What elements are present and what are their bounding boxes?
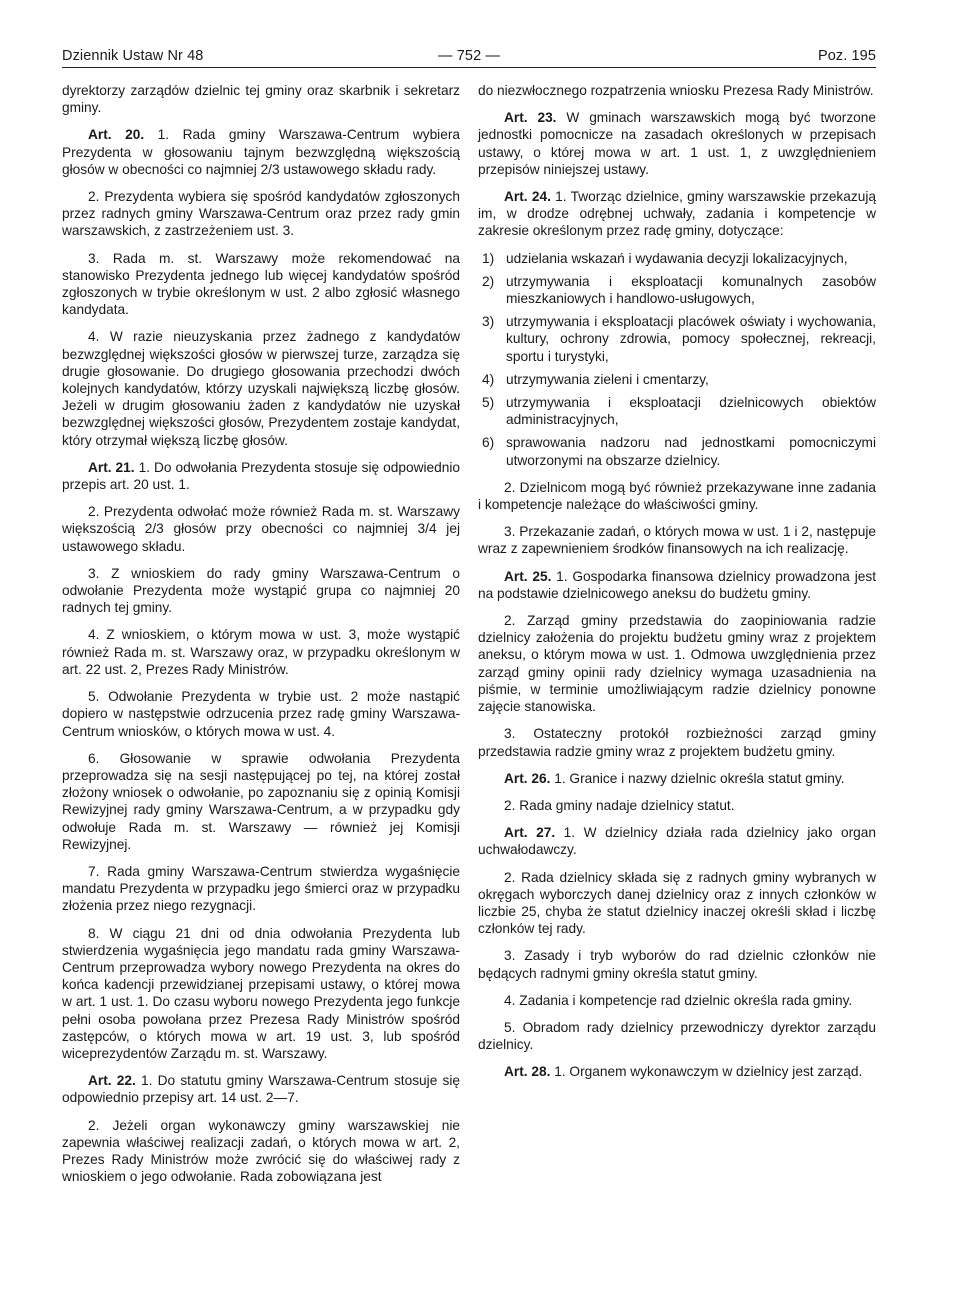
article-paragraph [478,568,876,602]
paragraph-text: 2. Prezydenta wybiera się spośród kandydatów zgłoszonych przez radnych gminy Warszawa-Centrum oraz przez rady gmin warszawskich, z zastrzeżeniem ust. 3. [62,189,460,239]
paragraph-text: 1. Organem wykonawczym w dzielnicy jest zarząd. [550,1064,863,1080]
paragraph-text: 2. Rada gminy nadaje dzielnicy statut. [504,797,735,813]
paragraph-text: W gminach warszawskich mogą być tworzone jednostki pomocnicze na zasadach określonych w przepisach ustawy, o której mowa w art. 1 ust. 1, z uwzględnieniem przepisów niniejszej ustawy. [478,110,876,177]
paragraph [62,503,460,555]
paragraph-text: 2. Prezydenta odwołać może również Rada m. st. Warszawy większością 2/3 głosów przy obecności co najmniej 3/4 jej ustawowego składu. [62,504,460,554]
paragraph [478,947,876,981]
task-list [478,250,876,469]
article-number: Art. 20. [88,127,145,143]
list-item-text: utrzymywania i eksploatacji placówek oświaty i wychowania, kultury, ochrony zdrowia, pomocy społecznej, rekreacji, sportu i turystyki, [506,314,876,364]
paragraph [62,863,460,915]
paragraph [62,250,460,319]
paragraph [478,797,876,814]
paragraph-text: 4. Z wnioskiem, o którym mowa w ust. 3, może wystąpić również Rada m. st. Warszawy oraz, w przypadku określonym w art. 22 ust. 2, Prezes Rady Ministrów. [62,627,460,677]
paragraph [62,626,460,678]
left-column [62,82,460,1195]
paragraph-text: 5. Obradom rady dzielnicy przewodniczy dyrektor zarządu dzielnicy. [478,1019,876,1053]
page-number: — 752 — [438,48,500,64]
paragraph [478,612,876,715]
paragraph-text: 3. Zasady i tryb wyborów do rad dzielnic członków nie będących radnymi gminy określa statut gminy. [478,948,876,981]
paragraph [62,688,460,740]
journal-title: Dziennik Ustaw Nr 48 [62,48,204,64]
paragraph-text: 3. Ostateczny protokół rozbieżności zarząd gminy przedstawia radzie gminy wraz z projektem budżetu gminy. [478,726,876,759]
article-number: Art. 21. [88,459,135,475]
paragraph-text: 2. Rada dzielnicy składa się z radnych gminy wybranych w okręgach wyborczych danej dzielnicy oraz z innych członków w liczbie 25, chyba że statut dzielnicy inaczej określi skład i liczbę członków tej rady. [478,869,876,937]
paragraph-text: dyrektorzy zarządów dzielnic tej gminy oraz skarbnik i sekretarz gminy. [62,83,460,116]
list-item [478,434,876,468]
paragraph [478,725,876,759]
list-item-text: utrzymywania zieleni i cmentarzy, [506,371,709,387]
list-item-number: 6) [482,435,495,451]
paragraph-text: 8. W ciągu 21 dni od dnia odwołania Prezydenta lub stwierdzenia wygaśnięcia jego mandatu rada gminy Warszawa-Centrum przeprowadza wybory nowego Prezydenta na okres do końca kadencji przewidzianej przepisami ustawy, o której mowa w art. 1 ust. 1. Do czasu wyboru nowego Prezydenta jego funkcje pełni osoba powołana przez Prezesa Rady Ministrów spośród zastępców, o których mowa w art. 19 ust. 3, lub spośród wiceprezydentów Zarządu m. st. Warszawy. [62,925,460,1061]
list-item [478,313,876,365]
paragraph-text: 6. Głosowanie w sprawie odwołania Prezydenta przeprowadza się na sesji następującej po tej, na której został złożony wniosek o odwołanie, po zapoznaniu się z opinią Komisji Rewizyjnej rady gminy Warszawa-Centrum, a w przypadku gdy odwołuje Rada m. st. Warszawy — również jej Komisji Rewizyjnej. [62,750,460,852]
paragraph [62,82,460,116]
article-number: Art. 24. [504,189,551,205]
paragraph-text: 1. Gospodarka finansowa dzielnicy prowadzona jest na podstawie dzielnicowego aneksu do budżetu gminy. [478,568,876,601]
paragraph-text: do niezwłocznego rozpatrzenia wniosku Prezesa Rady Ministrów. [478,83,874,98]
list-item-text: udzielania wskazań i wydawania decyzji lokalizacyjnych, [506,250,848,266]
article-number: Art. 28. [504,1064,551,1080]
list-item-text: utrzymywania i eksploatacji komunalnych zasobów mieszkaniowych i handlowo-usługowych, [506,273,876,307]
paragraph-text: 3. Przekazanie zadań, o których mowa w ust. 1 i 2, następuje wraz z zapewnieniem środków finansowych na ich realizację. [478,524,876,557]
list-item-number: 4) [482,371,495,387]
list-item-number: 5) [482,395,495,411]
paragraph-text: 4. Zadania i kompetencje rad dzielnic określa rada gminy. [504,992,853,1008]
paragraph [62,188,460,240]
right-column [478,82,876,1091]
list-item [478,250,876,267]
article-paragraph [62,459,460,493]
paragraph-text: 5. Odwołanie Prezydenta w trybie ust. 2 może nastąpić dopiero w następstwie odrzucenia przez radę gminy Warszawa-Centrum wniosków, o których mowa w ust. 4. [62,689,460,739]
article-paragraph [478,824,876,858]
list-item-text: sprawowania nadzoru nad jednostkami pomocniczymi utworzonymi na obszarze dzielnicy. [506,435,876,468]
list-item-number: 1) [482,250,495,266]
paragraph [478,82,876,99]
paragraph [478,992,876,1009]
article-paragraph [478,770,876,787]
article-paragraph [478,109,876,178]
paragraph-text: 1. Granice i nazwy dzielnic określa statut gminy. [550,770,845,786]
paragraph-text: 1. Do statutu gminy Warszawa-Centrum stosuje się odpowiednio przepisy art. 14 ust. 2—7. [62,1073,461,1106]
list-item [478,371,876,388]
paragraph-text: 2. Jeżeli organ wykonawczy gminy warszawskiej nie zapewnia właściwej realizacji zadań, o których mowa w art. 2, Prezes Rady Ministrów może zwrócić się do właściwej rady z wnioskiem o jego odwołanie. Rada zobowiązana jest [62,1117,460,1185]
right-intro [478,82,876,240]
paragraph [478,523,876,557]
list-item-text: utrzymywania i eksploatacji dzielnicowych obiektów administracyjnych, [506,395,876,428]
article-paragraph [478,1063,876,1080]
article-number: Art. 22. [88,1073,136,1089]
paragraph-text: 2. Dzielnicom mogą być również przekazywane inne zadania i kompetencje należące do właściwości gminy. [478,479,876,513]
paragraph [62,750,460,853]
paragraph-text: 2. Zarząd gminy przedstawia do zaopiniowania radzie dzielnicy założenia do projektu budżetu gminy wraz z projektem aneksu, o którym mowa w ust. 1. Odmowa uwzględnienia przez zarząd gminy opinii rady dzielnicy wymaga uzasadnienia na piśmie, w terminie umożliwiającym radzie dzielnicy ponowne zajęcie stanowiska. [478,613,876,715]
article-paragraph [62,126,460,178]
paragraph-text: 1. Do odwołania Prezydenta stosuje się odpowiednio przepis art. 20 ust. 1. [62,459,460,493]
list-item [478,394,876,428]
article-number: Art. 23. [504,110,557,126]
paragraph-text: 1. W dzielnicy działa rada dzielnicy jako organ uchwałodawczy. [478,825,877,858]
paragraph-text: 4. W razie nieuzyskania przez żadnego z kandydatów bezwzględnej większości głosów w pierwszej turze, zarządza się drugie głosowanie. Do drugiego głosowania przechodzi dwóch kolejnych kandydatów, którzy uzyskali największą liczbę głosów. Jeżeli w drugim głosowaniu żaden z kandydatów nie uzyskał bezwzględnej większości głosów, Prezydentem zostaje kandydat, który otrzymał większą liczbę głosów. [62,329,460,448]
paragraph [62,925,460,1063]
list-item-number: 3) [482,314,495,330]
paragraph-text: 1. Tworząc dzielnice, gminy warszawskie przekazują im, w drodze odrębnej uchwały, zadania i kompetencje w zakresie określonym przez radę gminy, dotyczące: [478,189,876,239]
paragraph [62,565,460,617]
paragraph [478,1019,876,1053]
paragraph-text: 3. Z wnioskiem do rady gminy Warszawa-Centrum o odwołanie Prezydenta może wystąpić grupa co najmniej 20 radnych tej gminy. [62,565,460,616]
article-number: Art. 26. [504,770,551,786]
list-item [478,273,876,307]
header-rule [62,67,876,68]
paragraph [62,328,460,448]
right-rest [478,479,876,1081]
paragraph-text: 1. Rada gminy Warszawa-Centrum wybiera Prezydenta w głosowaniu tajnym bezwzględną większością głosów w obecności co najmniej 2/3 ustawowego składu rady. [62,127,461,177]
list-item-number: 2) [482,273,495,289]
paragraph [478,479,876,513]
paragraph [62,1117,460,1186]
paragraph-text: 7. Rada gminy Warszawa-Centrum stwierdza wygaśnięcie mandatu Prezydenta w przypadku jego śmierci oraz w przypadku złożenia przez niego rezygnacji. [62,863,460,914]
paragraph-text: 3. Rada m. st. Warszawy może rekomendować na stanowisko Prezydenta jednego lub więcej kandydatów spośród zgłoszonych w trybie określonym w ust. 2 albo zgłosić własnego kandydata. [62,250,460,318]
paragraph [478,869,876,938]
article-number: Art. 25. [504,568,552,584]
article-number: Art. 27. [504,825,556,841]
article-paragraph [478,188,876,240]
position-number: Poz. 195 [817,48,876,64]
article-paragraph [62,1072,460,1106]
